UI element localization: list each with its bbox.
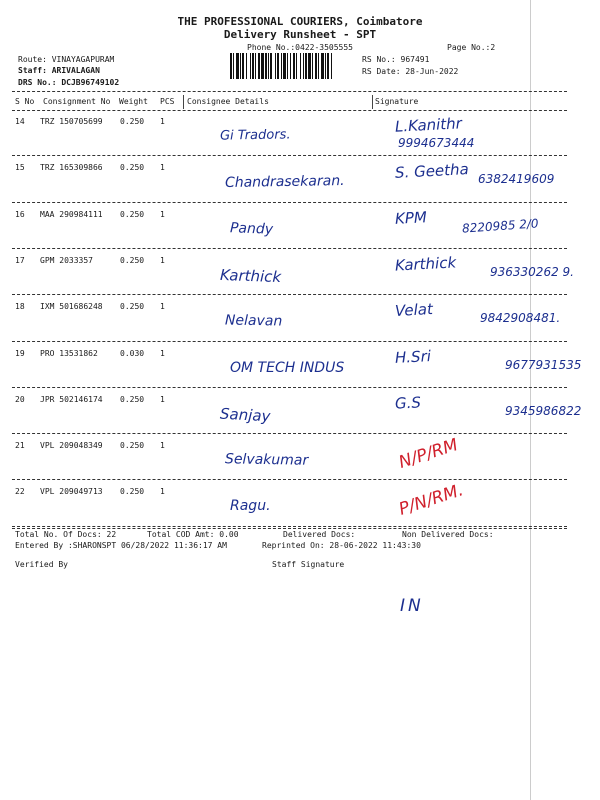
- col-separator: [183, 95, 184, 109]
- row-pcs: 1: [160, 209, 165, 219]
- row-divider: [12, 294, 567, 295]
- row-pcs: 1: [160, 394, 165, 404]
- row-signature: L.Kanithr: [394, 114, 463, 136]
- row-sno: 16: [15, 209, 25, 219]
- row-consignment: IXM 501686248: [40, 302, 103, 312]
- row-consignment: VPL 209048349: [40, 441, 103, 451]
- row-pcs: 1: [160, 348, 165, 358]
- barcode: [230, 53, 358, 79]
- row-weight: 0.250: [120, 302, 145, 312]
- rs-number: RS No.: 967491: [362, 55, 430, 64]
- row-consignee: OM TECH INDUS: [230, 359, 345, 376]
- row-pcs: 1: [160, 255, 165, 265]
- footer-divider: [12, 528, 567, 529]
- staff: Staff: ARIVALAGAN: [18, 66, 100, 75]
- row-consignee: Nelavan: [224, 312, 283, 330]
- row-signature: Karthick: [394, 253, 457, 275]
- row-divider: [12, 433, 567, 434]
- col-consignment: Consignment No: [43, 97, 111, 106]
- runsheet-title: Delivery Runsheet - SPT: [223, 28, 377, 41]
- row-phone-note: 6382419609: [478, 172, 555, 187]
- row-divider: [12, 341, 567, 342]
- total-cod: Total COD Amt: 0.00: [147, 530, 239, 539]
- row-signature: S. Geetha: [394, 160, 470, 183]
- company-title: THE PROFESSIONAL COURIERS, Coimbatore: [177, 15, 423, 28]
- row-weight: 0.250: [120, 441, 145, 451]
- row-consignee: Selvakumar: [224, 451, 309, 469]
- row-pcs: 1: [160, 441, 165, 451]
- header-divider: [12, 91, 567, 92]
- total-docs: Total No. Of Docs: 22: [15, 530, 117, 539]
- row-signature: P/N/RM.: [396, 480, 466, 521]
- row-consignment: TRZ 165309866: [40, 163, 103, 173]
- col-separator: [372, 95, 373, 109]
- row-sno: 21: [15, 441, 25, 451]
- row-phone-note: 9842908481.: [480, 311, 561, 326]
- reprinted-on: Reprinted On: 28-06-2022 11:43:30: [262, 541, 421, 550]
- row-sno: 22: [15, 487, 25, 497]
- row-sno: 14: [15, 117, 25, 126]
- row-consignment: MAA 290984111: [40, 209, 103, 219]
- rs-date: RS Date: 28-Jun-2022: [362, 67, 459, 76]
- delivered-docs: Delivered Docs:: [283, 530, 356, 539]
- row-consignment: GPM 2033357: [40, 255, 93, 265]
- col-sno: S No: [15, 97, 35, 106]
- row-consignment: VPL 209049713: [40, 487, 103, 497]
- page-edge-line: [530, 0, 531, 800]
- row-pcs: 1: [160, 487, 165, 497]
- row-pcs: 1: [160, 163, 165, 173]
- col-weight: Weight: [119, 97, 148, 106]
- row-pcs: 1: [160, 302, 165, 312]
- route: Route: VINAYAGAPURAM: [18, 55, 115, 64]
- row-signature: H.Sri: [394, 346, 432, 367]
- row-divider: [12, 202, 567, 203]
- row-phone-note: 936330262 9.: [490, 264, 574, 279]
- row-weight: 0.250: [120, 487, 145, 497]
- row-signature: KPM: [394, 207, 428, 228]
- phone-number: Phone No.:0422-3505555: [247, 43, 353, 52]
- row-consignee: Pandy: [229, 219, 274, 238]
- row-weight: 0.250: [120, 394, 145, 404]
- row-weight: 0.250: [120, 117, 145, 126]
- row-consignment: TRZ 150705699: [40, 117, 103, 126]
- non-delivered-docs: Non Delivered Docs:: [402, 530, 494, 539]
- row-consignee: Sanjay: [219, 404, 271, 426]
- row-pcs: 1: [160, 117, 165, 126]
- row-weight: 0.250: [120, 163, 145, 173]
- row-weight: 0.250: [120, 255, 145, 265]
- col-pcs: PCS: [160, 97, 175, 106]
- row-divider: [12, 155, 567, 156]
- row-consignee: Ragu.: [230, 498, 271, 515]
- row-divider: [12, 387, 567, 388]
- row-sno: 19: [15, 348, 25, 358]
- col-consignee: Consignee Details: [187, 97, 269, 106]
- col-signature: Signature: [375, 97, 419, 106]
- row-phone-note: 9994673444: [398, 136, 475, 150]
- row-sno: 17: [15, 255, 25, 265]
- row-consignee: Chandrasekaran.: [224, 173, 345, 192]
- row-phone-note: 9677931535: [505, 357, 582, 372]
- row-divider: [12, 479, 567, 480]
- row-sno: 20: [15, 394, 25, 404]
- row-signature: Velat: [394, 300, 434, 321]
- row-signature: N/P/RM: [396, 435, 461, 474]
- page-number: Page No.:2: [447, 43, 496, 52]
- row-consignment: JPR 502146174: [40, 394, 103, 404]
- row-phone-note: 8220985 2/0: [461, 215, 539, 236]
- staff-signature: Staff Signature: [272, 560, 345, 569]
- row-weight: 0.250: [120, 209, 145, 219]
- handwritten-note: IN: [400, 596, 424, 616]
- drs-number: DRS No.: DCJB96749102: [18, 78, 120, 87]
- row-consignment: PRO 13531862: [40, 348, 98, 358]
- row-sno: 18: [15, 302, 25, 312]
- row-sno: 15: [15, 163, 25, 173]
- row-signature: G.S: [394, 393, 422, 413]
- row-weight: 0.030: [120, 348, 145, 358]
- row-consignee: Karthick: [219, 265, 282, 286]
- entered-by: Entered By :SHARONSPT 06/28/2022 11:36:17 AM: [15, 541, 227, 550]
- row-phone-note: 9345986822: [505, 403, 582, 418]
- row-consignee: Gi Tradors.: [219, 127, 291, 144]
- row-divider: [12, 526, 567, 527]
- header-divider: [12, 110, 567, 111]
- row-divider: [12, 248, 567, 249]
- verified-by: Verified By: [15, 560, 68, 569]
